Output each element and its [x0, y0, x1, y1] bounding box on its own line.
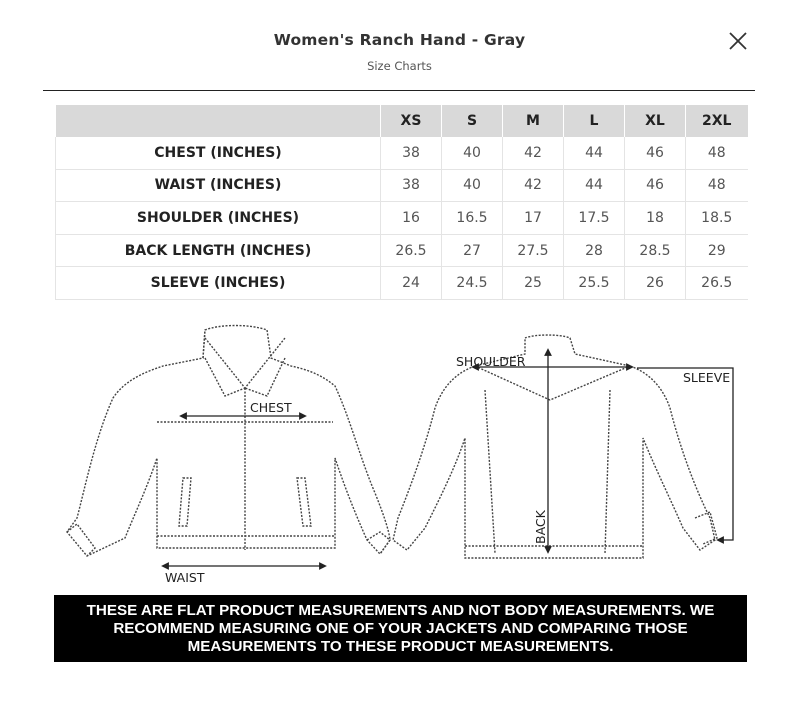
- table-cell: 46: [625, 169, 686, 202]
- measurement-notice-banner: [54, 595, 747, 662]
- table-cell: 28: [564, 234, 625, 267]
- row-label: BACK LENGTH (INCHES): [56, 234, 381, 267]
- table-cell: 42: [503, 137, 564, 169]
- table-cell: 44: [564, 169, 625, 202]
- size-chart-table: [55, 105, 748, 300]
- header-divider: [43, 90, 755, 91]
- header-cell-empty: [56, 105, 381, 137]
- row-label: CHEST (INCHES): [56, 137, 381, 169]
- table-cell: 27.5: [503, 234, 564, 267]
- sleeve-label: SLEEVE: [683, 370, 731, 385]
- modal-subtitle: Size Charts: [367, 59, 432, 73]
- row-label: WAIST (INCHES): [56, 169, 381, 202]
- table-row: [56, 267, 748, 300]
- chest-label: CHEST: [250, 400, 292, 415]
- table-cell: 42: [503, 169, 564, 202]
- back-label: BACK: [533, 510, 548, 544]
- header-cell-l: L: [564, 105, 625, 137]
- table-cell: 44: [564, 137, 625, 169]
- modal-title: Women's Ranch Hand - Gray: [273, 31, 526, 49]
- table-cell: 18: [625, 202, 686, 235]
- table-cell: 29: [686, 234, 748, 267]
- table-cell: 17: [503, 202, 564, 235]
- table-cell: 38: [381, 137, 442, 169]
- table-cell: 18.5: [686, 202, 748, 235]
- table-cell: 17.5: [564, 202, 625, 235]
- banner-line: THESE ARE FLAT PRODUCT MEASUREMENTS AND NOT BODY MEASUREMENTS. WE: [86, 602, 715, 619]
- table-row: [56, 169, 748, 202]
- row-label: SHOULDER (INCHES): [56, 202, 381, 235]
- table-row: [56, 137, 748, 169]
- header-cell-xl: XL: [625, 105, 686, 137]
- table-cell: 48: [686, 137, 748, 169]
- table-cell: 26.5: [381, 234, 442, 267]
- table-cell: 25.5: [564, 267, 625, 300]
- jacket-measurement-diagram: [55, 318, 755, 590]
- waist-label: WAIST: [165, 570, 205, 585]
- front-jacket-outline: [67, 326, 390, 557]
- table-cell: 48: [686, 169, 748, 202]
- table-cell: 46: [625, 137, 686, 169]
- table-cell: 26.5: [686, 267, 748, 300]
- table-cell: 16: [381, 202, 442, 235]
- table-cell: 40: [442, 169, 503, 202]
- header-cell-xs: XS: [381, 105, 442, 137]
- banner-line: RECOMMEND MEASURING ONE OF YOUR JACKETS AND COMPARING THOSE: [113, 620, 688, 637]
- table-cell: 38: [381, 169, 442, 202]
- table-cell: 28.5: [625, 234, 686, 267]
- header-cell-s: S: [442, 105, 503, 137]
- close-icon[interactable]: [726, 29, 750, 53]
- table-cell: 16.5: [442, 202, 503, 235]
- table-cell: 24.5: [442, 267, 503, 300]
- table-cell: 24: [381, 267, 442, 300]
- table-cell: 26: [625, 267, 686, 300]
- table-cell: 40: [442, 137, 503, 169]
- sleeve-measure-line: [637, 368, 733, 540]
- table-cell: 25: [503, 267, 564, 300]
- shoulder-label: SHOULDER: [456, 354, 526, 369]
- header-cell-m: M: [503, 105, 564, 137]
- row-label: SLEEVE (INCHES): [56, 267, 381, 300]
- table-row: [56, 202, 748, 235]
- banner-line: MEASUREMENTS TO THESE PRODUCT MEASUREMENTS.: [187, 638, 614, 655]
- table-header-row: [56, 105, 748, 137]
- header-cell-2xl: 2XL: [686, 105, 748, 137]
- table-cell: 27: [442, 234, 503, 267]
- table-row: [56, 234, 748, 267]
